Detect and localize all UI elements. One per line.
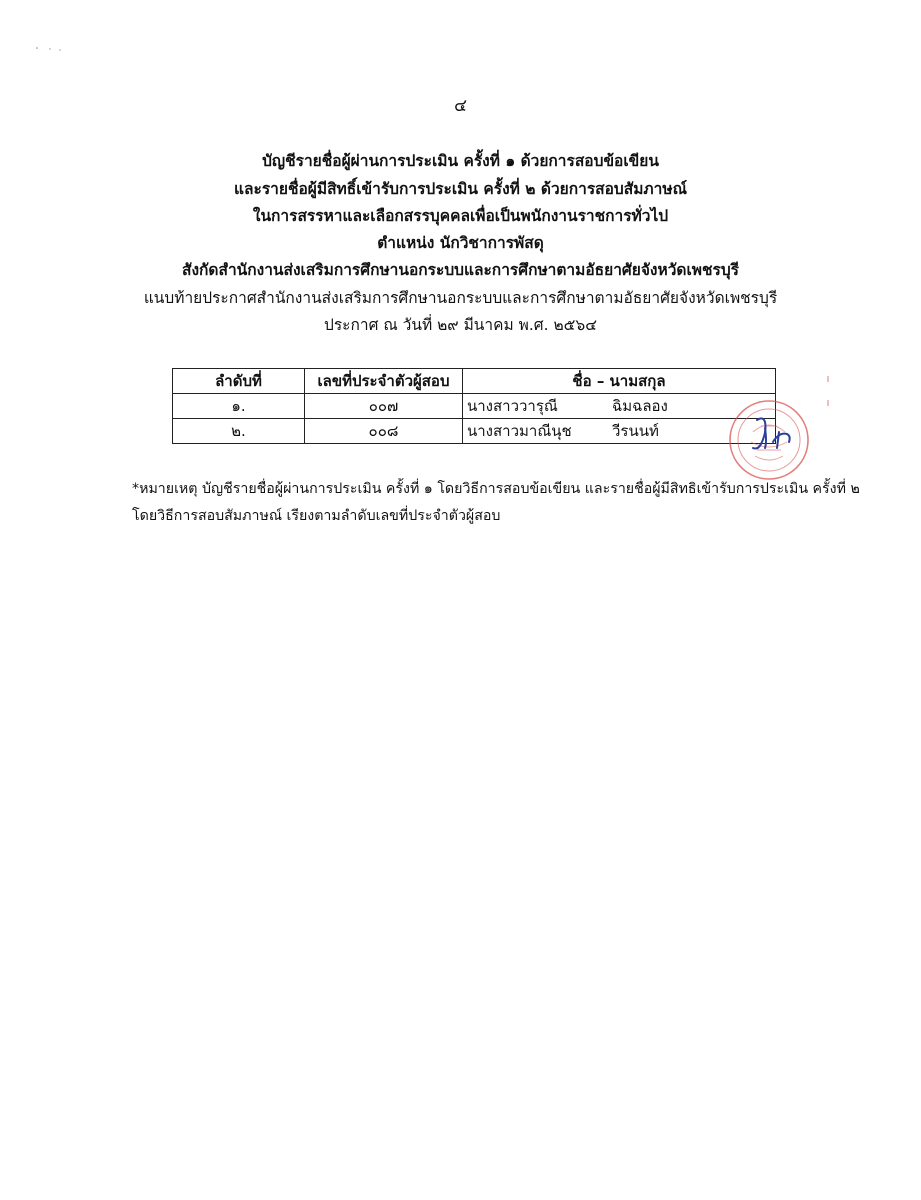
row-last-name: ฉิมฉลอง xyxy=(612,397,668,415)
title-line-4: ตำแหน่ง นักวิชาการพัสดุ xyxy=(377,234,544,252)
header-exam-id: เลขที่ประจำตัวผู้สอบ xyxy=(305,369,463,394)
footnote xyxy=(132,476,860,530)
scan-specks xyxy=(34,38,64,48)
official-seal-icon xyxy=(727,398,811,482)
subtitle-line-1: แนบท้ายประกาศสำนักงานส่งเสริมการศึกษานอกระบบและการศึกษาตามอัธยาศัยจังหวัดเพชรบุรี xyxy=(143,289,778,307)
row-last-name: วีรนนท์ xyxy=(612,422,659,440)
table-header-row xyxy=(173,369,776,394)
table-row xyxy=(173,394,776,419)
row-exam-id: ๐๐๗ xyxy=(305,394,463,419)
title-line-3: ในการสรรหาและเลือกสรรบุคคลเพื่อเป็นพนักงานราชการทั่วไป xyxy=(252,207,669,225)
header-order: ลำดับที่ xyxy=(173,369,305,394)
title-line-5: สังกัดสำนักงานส่งเสริมการศึกษานอกระบบและการศึกษาตามอัธยาศัยจังหวัดเพชรบุรี xyxy=(182,261,739,279)
row-first-name: นางสาววารุณี xyxy=(467,397,558,415)
edge-mark xyxy=(826,372,830,432)
row-exam-id: ๐๐๘ xyxy=(305,419,463,444)
row-order: ๑. xyxy=(173,394,305,419)
header-name: ชื่อ – นามสกุล xyxy=(463,369,776,394)
footnote-line-1: *หมายเหตุ บัญชีรายชื่อผู้ผ่านการประเมิน ครั้งที่ ๑ โดยวิธีการสอบข้อเขียน และรายชื่อผู้มีสิทธิเข้ารับการประเมิน ครั้งที่ ๒ xyxy=(132,481,860,497)
subtitle-line-2: ประกาศ ณ วันที่ ๒๙ มีนาคม พ.ศ. ๒๕๖๔ xyxy=(324,316,597,334)
row-first-name: นางสาวมาณีนุช xyxy=(467,422,572,440)
title-line-1: บัญชีรายชื่อผู้ผ่านการประเมิน ครั้งที่ ๑ ด้วยการสอบข้อเขียน xyxy=(262,152,659,170)
candidate-table xyxy=(172,368,776,444)
title-line-2: และรายชื่อผู้มีสิทธิ์เข้ารับการประเมิน ครั้งที่ ๒ ด้วยการสอบสัมภาษณ์ xyxy=(234,180,687,198)
table-row xyxy=(173,419,776,444)
footnote-line-2: โดยวิธีการสอบสัมภาษณ์ เรียงตามลำดับเลขที่ประจำตัวผู้สอบ xyxy=(132,508,501,524)
row-order: ๒. xyxy=(173,419,305,444)
page-number: ๔ xyxy=(454,96,467,116)
